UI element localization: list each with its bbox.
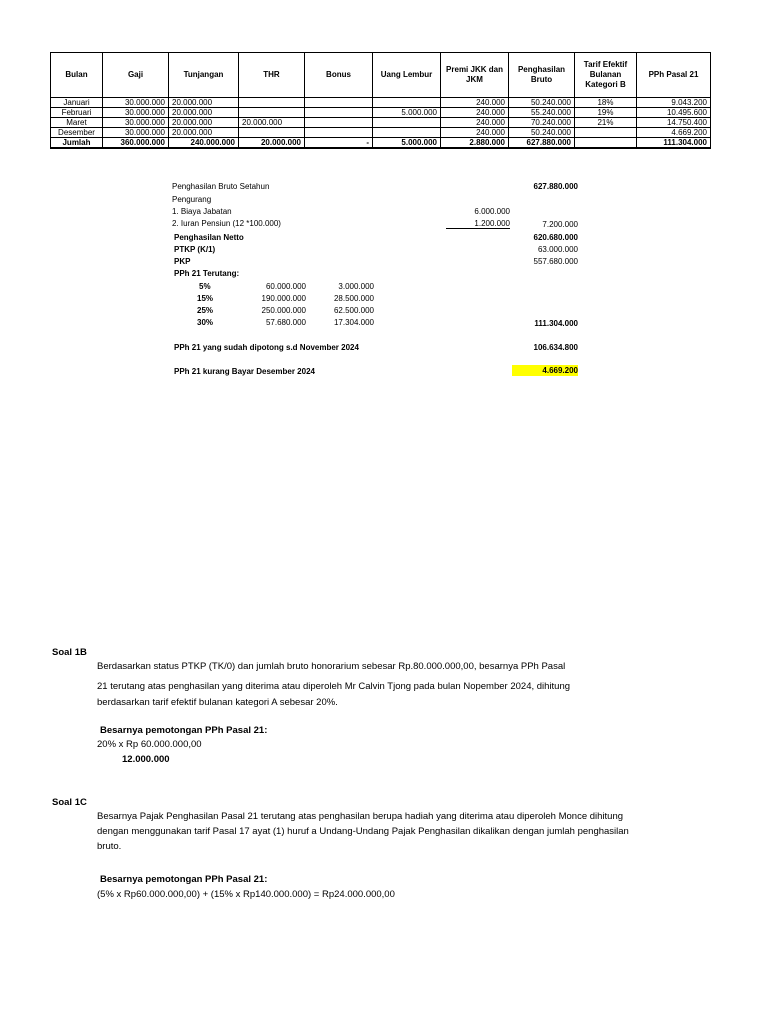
table-cell: 240.000 bbox=[441, 98, 509, 108]
soal-1b-result: 12.000.000 bbox=[122, 754, 170, 765]
iuran-pensiun-value: 1.200.000 bbox=[446, 219, 510, 229]
table-cell: 240.000 bbox=[441, 108, 509, 118]
pengurang-label: Pengurang bbox=[172, 195, 212, 204]
table-cell bbox=[305, 108, 373, 118]
table-cell: Januari bbox=[51, 98, 103, 108]
table-cell: 9.043.200 bbox=[637, 98, 711, 108]
kurang-bayar-label: PPh 21 kurang Bayar Desember 2024 bbox=[174, 367, 315, 376]
header-penghasilan-bruto: Penghasilan Bruto bbox=[509, 53, 575, 98]
table-cell bbox=[239, 98, 305, 108]
table-cell: 5.000.000 bbox=[373, 108, 441, 118]
terutang-total: 111.304.000 bbox=[534, 319, 578, 328]
table-cell: 20.000.000 bbox=[169, 108, 239, 118]
bracket-tax: 3.000.000 bbox=[338, 282, 374, 291]
bracket-base: 60.000.000 bbox=[265, 282, 306, 291]
header-tarif-efektif: Tarif Efektif Bulanan Kategori B bbox=[575, 53, 637, 98]
table-cell bbox=[373, 128, 441, 138]
table-cell: 4.669.200 bbox=[637, 128, 711, 138]
bracket-base: 57.680.000 bbox=[265, 318, 306, 327]
soal-1c-formula: (5% x Rp60.000.000,00) + (15% x Rp140.000.000) = Rp24.000.000,00 bbox=[97, 889, 395, 900]
pkp-value: 557.680.000 bbox=[533, 257, 578, 266]
pkp-label: PKP bbox=[174, 257, 191, 266]
table-cell: 18% bbox=[575, 98, 637, 108]
table-cell: 50.240.000 bbox=[509, 128, 575, 138]
soal-1c-line: Besarnya Pajak Penghasilan Pasal 21 terutang atas penghasilan berupa hadiah yang diterima atau diperoleh Monce dihitung bbox=[97, 811, 624, 822]
netto-value: 620.680.000 bbox=[533, 233, 578, 242]
bracket-rate: 5% bbox=[199, 282, 211, 291]
table-cell: 30.000.000 bbox=[103, 98, 169, 108]
table-cell bbox=[305, 128, 373, 138]
table-cell bbox=[305, 118, 373, 128]
table-cell: 240.000 bbox=[441, 128, 509, 138]
header-gaji: Gaji bbox=[103, 53, 169, 98]
table-cell: 20.000.000 bbox=[169, 118, 239, 128]
table-row bbox=[51, 128, 711, 138]
header-bulan: Bulan bbox=[51, 53, 103, 98]
soal-1c-line: dengan menggunakan tarif Pasal 17 ayat (1) huruf a Undang-Undang Pajak Penghasilan dikalikan dengan jumlah penghasilan bbox=[97, 826, 629, 837]
table-cell: 240.000 bbox=[441, 118, 509, 128]
table-row bbox=[51, 98, 711, 108]
table-cell: 70.240.000 bbox=[509, 118, 575, 128]
dipotong-label: PPh 21 yang sudah dipotong s.d November 2024 bbox=[174, 343, 359, 352]
table-cell bbox=[305, 98, 373, 108]
ptkp-value: 63.000.000 bbox=[537, 245, 578, 254]
soal-1b-line: Berdasarkan status PTKP (TK/0) dan jumlah bruto honorarium sebesar Rp.80.000.000,00, besarnya PPh Pasal bbox=[97, 661, 566, 672]
table-cell: 20.000.000 bbox=[239, 118, 305, 128]
table-cell: 55.240.000 bbox=[509, 108, 575, 118]
pengurang-total: 7.200.000 bbox=[542, 220, 578, 229]
table-cell bbox=[373, 98, 441, 108]
total-cell: 240.000.000 bbox=[169, 138, 239, 149]
table-row bbox=[51, 108, 711, 118]
total-label: Jumlah bbox=[51, 138, 103, 149]
header-tunjangan: Tunjangan bbox=[169, 53, 239, 98]
bracket-rate: 25% bbox=[197, 306, 214, 315]
netto-label: Penghasilan Netto bbox=[174, 233, 244, 242]
table-cell: 19% bbox=[575, 108, 637, 118]
header-pph-pasal-21: PPh Pasal 21 bbox=[637, 53, 711, 98]
header-bonus: Bonus bbox=[305, 53, 373, 98]
soal-1c-line: bruto. bbox=[97, 841, 122, 852]
table-cell: 20.000.000 bbox=[169, 128, 239, 138]
soal-1c-heading: Besarnya pemotongan PPh Pasal 21: bbox=[100, 874, 268, 885]
total-cell: 2.880.000 bbox=[441, 138, 509, 149]
total-cell bbox=[575, 138, 637, 149]
total-cell: 627.880.000 bbox=[509, 138, 575, 149]
table-cell: Maret bbox=[51, 118, 103, 128]
table-cell bbox=[239, 128, 305, 138]
header-thr: THR bbox=[239, 53, 305, 98]
soal-1b-line: berdasarkan tarif efektif bulanan kategori A sebesar 20%. bbox=[97, 697, 338, 708]
biaya-jabatan-label: 1. Biaya Jabatan bbox=[172, 207, 232, 216]
total-cell: 111.304.000 bbox=[637, 138, 711, 149]
total-cell: 5.000.000 bbox=[373, 138, 441, 149]
biaya-jabatan-value: 6.000.000 bbox=[474, 207, 510, 216]
header-premi-jkk-jkm: Premi JKK dan JKM bbox=[441, 53, 509, 98]
soal-1b-heading: Besarnya pemotongan PPh Pasal 21: bbox=[100, 725, 268, 736]
soal-1b-line: 21 terutang atas penghasilan yang diterima atau diperoleh Mr Calvin Tjong pada bulan Nopember 2024, dihitung bbox=[97, 681, 571, 692]
total-cell: 360.000.000 bbox=[103, 138, 169, 149]
total-cell: 20.000.000 bbox=[239, 138, 305, 149]
bracket-tax: 28.500.000 bbox=[333, 294, 374, 303]
table-cell: 10.495.600 bbox=[637, 108, 711, 118]
table-header-row bbox=[51, 53, 711, 98]
table-cell: Februari bbox=[51, 108, 103, 118]
table-total-row bbox=[51, 138, 711, 149]
bracket-tax: 17.304.000 bbox=[333, 318, 374, 327]
soal-1b-formula: 20% x Rp 60.000.000,00 bbox=[97, 739, 202, 750]
table-cell: 20.000.000 bbox=[169, 98, 239, 108]
bracket-rate: 30% bbox=[197, 318, 214, 327]
bruto-label: Penghasilan Bruto Setahun bbox=[172, 182, 270, 191]
soal-1b-title: Soal 1B bbox=[52, 647, 87, 658]
table-cell bbox=[239, 108, 305, 118]
bracket-tax: 62.500.000 bbox=[333, 306, 374, 315]
table-row bbox=[51, 118, 711, 128]
table-cell: Desember bbox=[51, 128, 103, 138]
table-cell: 14.750.400 bbox=[637, 118, 711, 128]
table-cell: 30.000.000 bbox=[103, 108, 169, 118]
soal-1c-title: Soal 1C bbox=[52, 797, 87, 808]
bracket-base: 190.000.000 bbox=[261, 294, 306, 303]
bracket-rate: 15% bbox=[197, 294, 214, 303]
iuran-pensiun-label: 2. Iuran Pensiun (12 *100.000) bbox=[172, 219, 281, 228]
table-cell: 30.000.000 bbox=[103, 118, 169, 128]
pph21-table bbox=[50, 52, 711, 149]
ptkp-label: PTKP (K/1) bbox=[174, 245, 216, 254]
table-cell: 50.240.000 bbox=[509, 98, 575, 108]
table-cell bbox=[373, 118, 441, 128]
terutang-label: PPh 21 Terutang: bbox=[174, 269, 240, 278]
bracket-base: 250.000.000 bbox=[261, 306, 306, 315]
table-cell bbox=[575, 128, 637, 138]
bruto-value: 627.880.000 bbox=[533, 182, 578, 191]
total-cell: - bbox=[305, 138, 373, 149]
table-cell: 21% bbox=[575, 118, 637, 128]
header-uang-lembur: Uang Lembur bbox=[373, 53, 441, 98]
dipotong-value: 106.634.800 bbox=[533, 343, 578, 352]
table-cell: 30.000.000 bbox=[103, 128, 169, 138]
kurang-bayar-value: 4.669.200 bbox=[512, 365, 578, 376]
